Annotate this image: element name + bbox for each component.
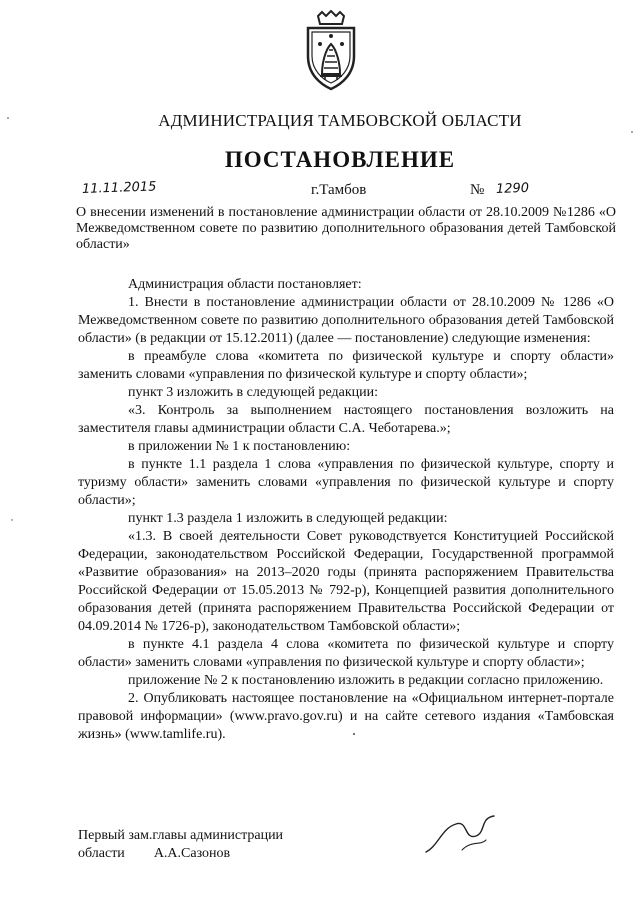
- body-paragraph: в пункте 4.1 раздела 4 слова «комитета по физической культуре и спорту области» заменить словами «управления по физической культуре и спорту области»;: [78, 637, 614, 670]
- signer-position-line2-prefix: области: [78, 846, 125, 861]
- signature-block: [78, 827, 438, 863]
- body-paragraph: в пункте 1.1 раздела 1 слова «управления по физической культуре, спорту и туризму области» заменить словами «управления по физической культуре и спорту области»;: [78, 457, 614, 508]
- signer-position-line1: Первый зам.главы администрации: [78, 828, 284, 843]
- signer-position-and-name-line: [78, 845, 438, 863]
- document-body: [78, 276, 614, 744]
- body-paragraph: пункт 1.3 раздела 1 изложить в следующей редакции:: [128, 511, 448, 526]
- document-meta-row: [76, 179, 616, 202]
- document-number-prefix: №: [470, 182, 485, 198]
- organization-title: АДМИНИСТРАЦИЯ ТАМБОВСКОЙ ОБЛАСТИ: [158, 111, 522, 130]
- body-paragraph: приложение № 2 к постановлению изложить в редакции согласно приложению.: [128, 673, 604, 688]
- signer-name: А.А.Сазонов: [153, 846, 231, 861]
- handwritten-document-number: 1290: [495, 180, 530, 197]
- document-type-title: ПОСТАНОВЛЕНИЕ: [224, 147, 456, 172]
- document-place: г.Тамбов: [311, 182, 367, 198]
- handwritten-date: 11.11.2015: [81, 179, 157, 197]
- body-paragraph: в приложении № 1 к постановлению:: [128, 439, 351, 454]
- body-paragraph: пункт 3 изложить в следующей редакции:: [128, 385, 378, 400]
- body-paragraph: 2. Опубликовать настоящее постановление на «Официальном интернет-портале правовой информации» (www.pravo.gov.ru) и на сайте сетевого издания «Тамбовская жизнь» (www.tamlife.ru).: [78, 691, 614, 742]
- body-paragraph: в преамбуле слова «комитета по физической культуре и спорту области» заменить словами «управления по физической культуре и спорту области»;: [78, 349, 614, 382]
- body-paragraph: «1.3. В своей деятельности Совет руководствуется Конституцией Российской Федерации, законодательством Российской Федерации, Государственной программой «Развитие образования» на 2013–2020 годы (принята распоряжением Правительства Российской Федерации от 15.05.2013 № 792-р), Концепцией развития дополнительного образования детей (принята распоряжением Правительства Российской Федерации от 04.09.2014 № 1726-р), законодательством Тамбовской области»;: [78, 529, 614, 634]
- body-paragraph: Администрация области постановляет:: [128, 277, 362, 292]
- coat-of-arms-emblem-icon: [296, 10, 366, 92]
- body-paragraph: 1. Внести в постановление администрации области от 28.10.2009 № 1286 «О Межведомственном совете по развитию дополнительного образования детей Тамбовской области» (в редакции от 15.12.2011) (далее — постановление) следующие изменения:: [78, 295, 614, 346]
- body-paragraph: «3. Контроль за выполнением настоящего постановления возложить на заместителя главы администрации области С.А. Чеботарева.»;: [78, 403, 614, 436]
- document-subject: О внесении изменений в постановление администрации области от 28.10.2009 №1286 «О Межведомственном совете по развитию дополнительного образования детей Тамбовской области»: [76, 205, 616, 252]
